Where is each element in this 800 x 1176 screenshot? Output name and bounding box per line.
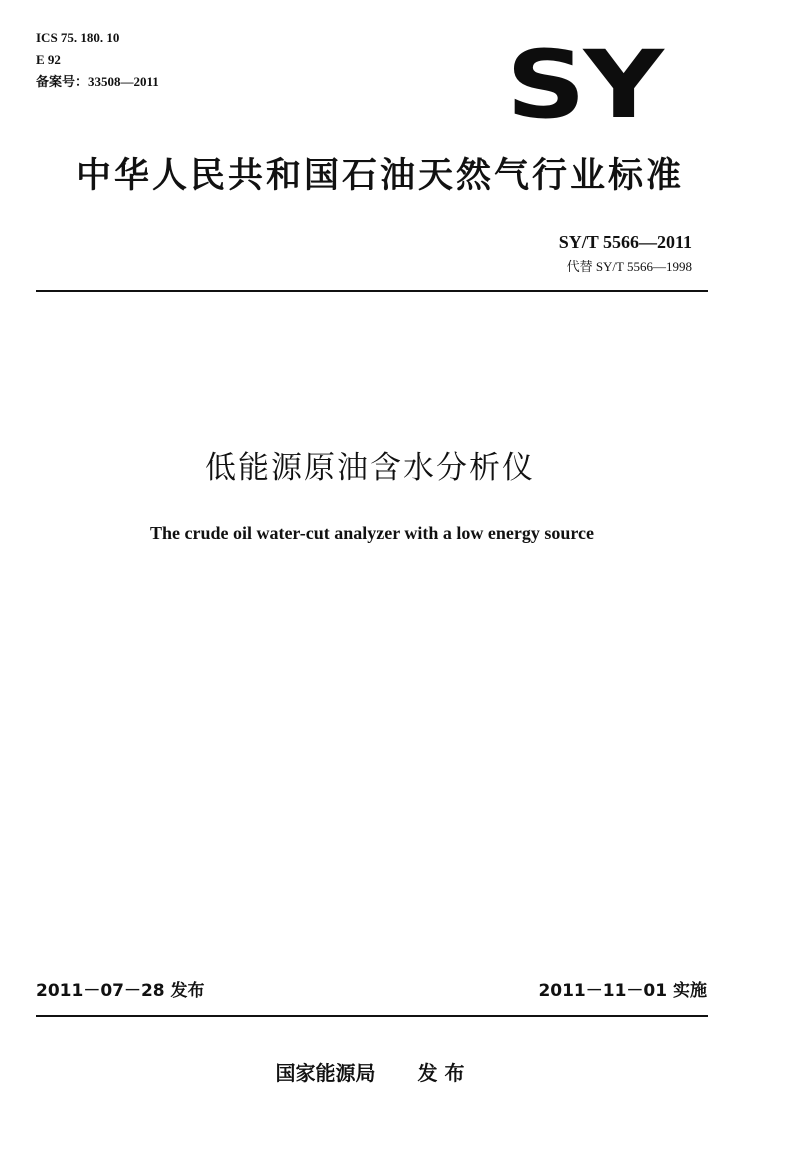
classification-code: E 92 — [36, 52, 61, 67]
publish-date: 2011－07－28 发布 — [36, 981, 205, 1001]
standard-number: SY/T 5566—2011 — [558, 232, 692, 252]
effective-date: 2011－11－01 实施 — [538, 981, 707, 1001]
standard-category-title: 中华人民共和国石油天然气行业标准 — [75, 156, 684, 196]
issuer-line — [0, 1058, 740, 1088]
bottom-divider — [36, 1015, 708, 1017]
replaces-standard: 代替 SY/T 5566—1998 — [566, 259, 692, 274]
document-title-english: The crude oil water-cut analyzer with a low energy source — [149, 523, 595, 543]
issuer-action: 发 布 — [417, 1061, 465, 1085]
top-divider — [36, 290, 708, 292]
sy-logo: SY — [506, 31, 662, 140]
ics-code: ICS 75. 180. 10 — [36, 30, 120, 45]
issuer-name: 国家能源局 — [275, 1061, 376, 1085]
document-title-chinese: 低能源原油含水分析仪 — [205, 450, 535, 486]
filing-number: 备案号：33508—2011 — [36, 74, 159, 89]
